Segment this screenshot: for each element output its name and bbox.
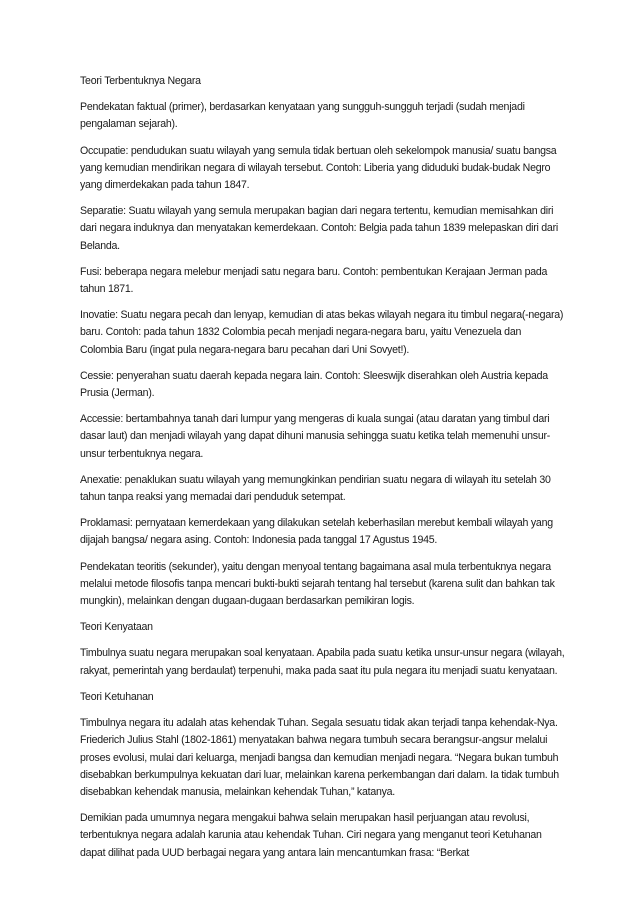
- document-page: [80, 73, 566, 871]
- paragraph-fusi: Fusi: beberapa negara melebur menjadi satu negara baru. Contoh: pembentukan Kerajaan Jerman pada tahun 1871.: [80, 265, 548, 296]
- section-heading-ketuhanan: Teori Ketuhanan: [80, 690, 154, 703]
- paragraph-pendekatan-faktual: Pendekatan faktual (primer), berdasarkan kenyataan yang sungguh-sungguh terjadi (sudah menjadi pengalaman sejarah).: [80, 101, 525, 131]
- paragraph-demikian: Demikian pada umumnya negara mengakui bahwa selain merupakan hasil perjuangan atau revolusi, terbentuknya negara adalah karunia atau kehendak Tuhan. Ciri negara yang menganut teori Ketuhanan dapat dilihat pada UUD berbagai negara yang antara lain mencantumkan frasa: “Berkat: [80, 812, 542, 859]
- paragraph-separatie: Separatie: Suatu wilayah yang semula merupakan bagian dari negara tertentu, kemudian memisahkan diri dari negara induknya dan menyatakan kemerdekaan. Contoh: Belgia pada tahun 1839 melepaskan diri dari Belanda.: [80, 205, 558, 252]
- paragraph-cessie: Cessie: penyerahan suatu daerah kepada negara lain. Contoh: Sleeswijk diserahkan oleh Austria kepada Prusia (Jerman).: [80, 369, 548, 400]
- paragraph-accessie: Accessie: bertambahnya tanah dari lumpur yang mengeras di kuala sungai (atau daratan yang timbul dari dasar laut) dan menjadi wilayah yang dapat dihuni manusia sehingga suatu ketika telah memenuhi unsur-unsur terbentuknya negara.: [80, 413, 551, 460]
- paragraph-occupatie: Occupatie: pendudukan suatu wilayah yang semula tidak bertuan oleh sekelompok manusia/ suatu bangsa yang kemudian mendirikan negara di wilayah tersebut. Contoh: Liberia yang diduduki budak-budak Negro yang dimerdekakan pada tahun 1847.: [80, 144, 557, 192]
- paragraph-pendekatan-teoritis: Pendekatan teoritis (sekunder), yaitu dengan menyoal tentang bagaimana asal mula terbentuknya negara melalui metode filosofis tanpa mencari bukti-bukti sejarah tentang hal tersebut (karena sulit dan bahkan tak mungkin), melainkan dengan dugaan-dugaan berdasarkan pemikiran logis.: [80, 560, 555, 608]
- paragraph-anexatie: Anexatie: penaklukan suatu wilayah yang memungkinkan pendirian suatu negara di wilayah itu setelah 30 tahun tanpa reaksi yang memadai dari penduduk setempat.: [80, 473, 551, 504]
- paragraph-inovatie: Inovatie: Suatu negara pecah dan lenyap, kemudian di atas bekas wilayah negara itu timbul negara(-negara) baru. Contoh: pada tahun 1832 Colombia pecah menjadi negara-negara baru, yaitu Venezuela dan Colombia Baru (ingat pula negara-negara baru pecahan dari Uni Sovyet!).: [80, 309, 564, 356]
- section-heading-terbentuknya: Teori Terbentuknya Negara: [80, 75, 201, 87]
- paragraph-teori-kenyataan: Timbulnya suatu negara merupakan soal kenyataan. Apabila pada suatu ketika unsur-unsur negara (wilayah, rakyat, pemerintah yang berdaulat) terpenuhi, maka pada saat itu pula negara itu menjadi suatu kenyataan.: [80, 647, 565, 677]
- paragraph-teori-ketuhanan: Timbulnya negara itu adalah atas kehendak Tuhan. Segala sesuatu tidak akan terjadi tanpa kehendak-Nya. Friederich Julius Stahl (1802-1861) menyatakan bahwa negara tumbuh secara berangsur-angsur melalui proses evolusi, mulai dari keluarga, menjadi bangsa dan kemudian menjadi negara. “Negara bukan tumbuh disebabkan berkumpulnya kekuatan dari luar, melainkan karena perkembangan dari dalam. Ia tidak tumbuh disebabkan kehendak manusia, melainkan kehendak Tuhan,” katanya.: [80, 717, 559, 798]
- section-heading-kenyataan: Teori Kenyataan: [80, 621, 153, 634]
- paragraph-proklamasi: Proklamasi: pernyataan kemerdekaan yang dilakukan setelah keberhasilan merebut kembali wilayah yang dijajah bangsa/ negara asing. Contoh: Indonesia pada tanggal 17 Agustus 1945.: [80, 517, 553, 547]
